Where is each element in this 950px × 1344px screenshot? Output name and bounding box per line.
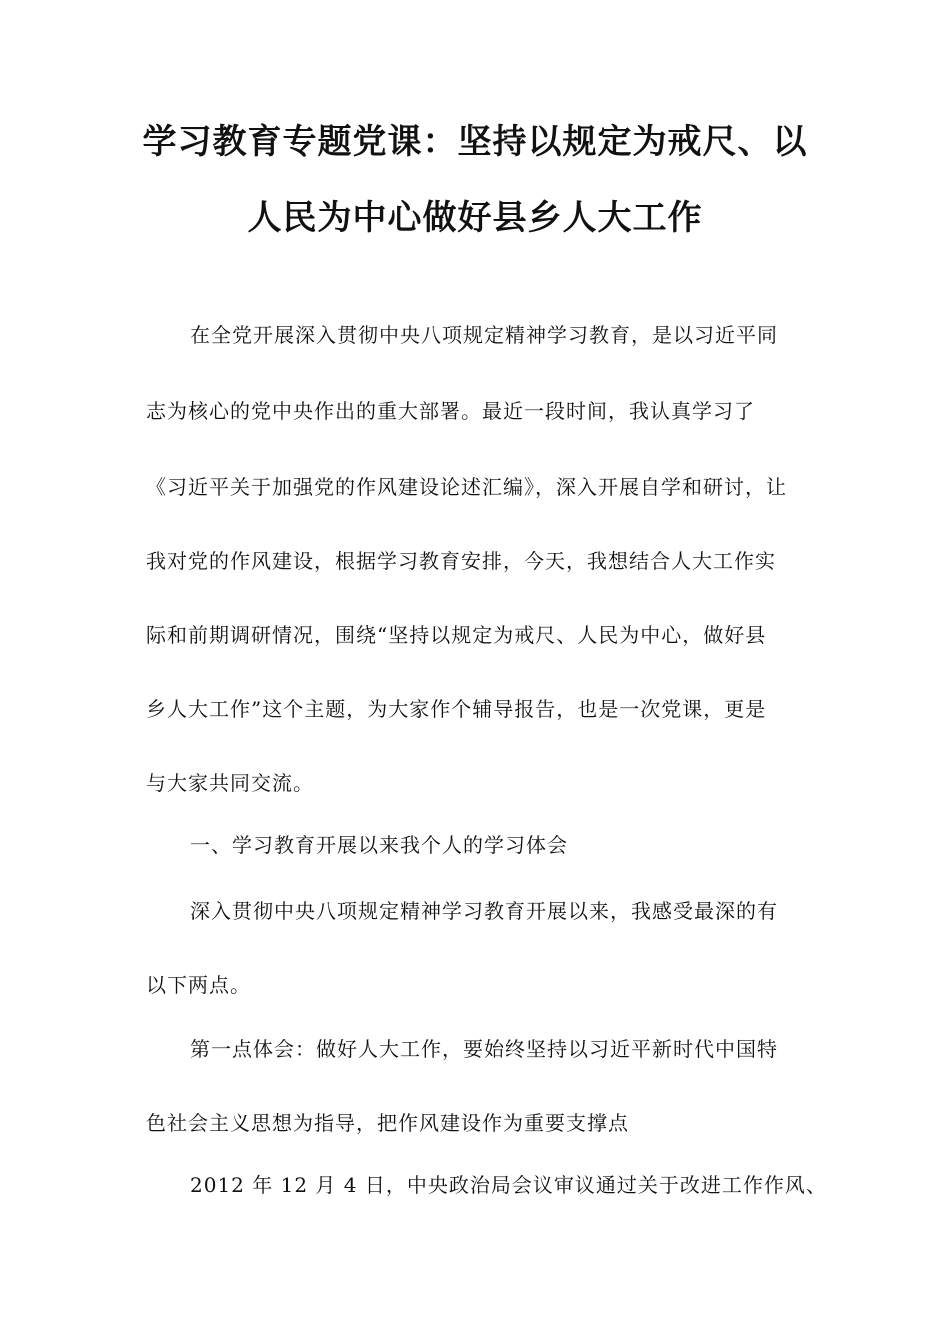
body-line: 志为核心的党中央作出的重大部署。最近一段时间，我认真学习了 [146, 399, 755, 423]
body-line: 我对党的作风建设，根据学习教育安排，今天，我想结合人大工作实 [146, 549, 776, 573]
body-line: 与大家共同交流。 [146, 771, 314, 795]
title-line-1: 学习教育专题党课：坚持以规定为戒尺、以 [142, 122, 808, 162]
body-line: 《习近平关于加强党的作风建设论述汇编》，深入开展自学和研讨，让 [146, 475, 787, 499]
body-line: 际和前期调研情况，围绕“坚持以规定为戒尺、人民为中心，做好县 [146, 623, 767, 647]
subheading-line: 第一点体会：做好人大工作，要始终坚持以习近平新时代中国特 [190, 1037, 778, 1061]
body-line: 深入贯彻中央八项规定精神学习教育开展以来，我感受最深的有 [190, 899, 778, 923]
title-line-2: 人民为中心做好县乡人大工作 [247, 198, 703, 238]
subheading-line: 色社会主义思想为指导，把作风建设作为重要支撑点 [146, 1111, 629, 1135]
body-line: 乡人大工作”这个主题，为大家作个辅导报告，也是一次党课，更是 [146, 697, 767, 721]
body-line: 在全党开展深入贯彻中央八项规定精神学习教育，是以习近平同 [190, 323, 778, 347]
body-line: 以下两点。 [146, 973, 251, 997]
body-line: 2012 年 12 月 4 日，中央政治局会议审议通过关于改进工作作风、 [190, 1173, 827, 1197]
section-heading: 一、学习教育开展以来我个人的学习体会 [190, 833, 568, 857]
